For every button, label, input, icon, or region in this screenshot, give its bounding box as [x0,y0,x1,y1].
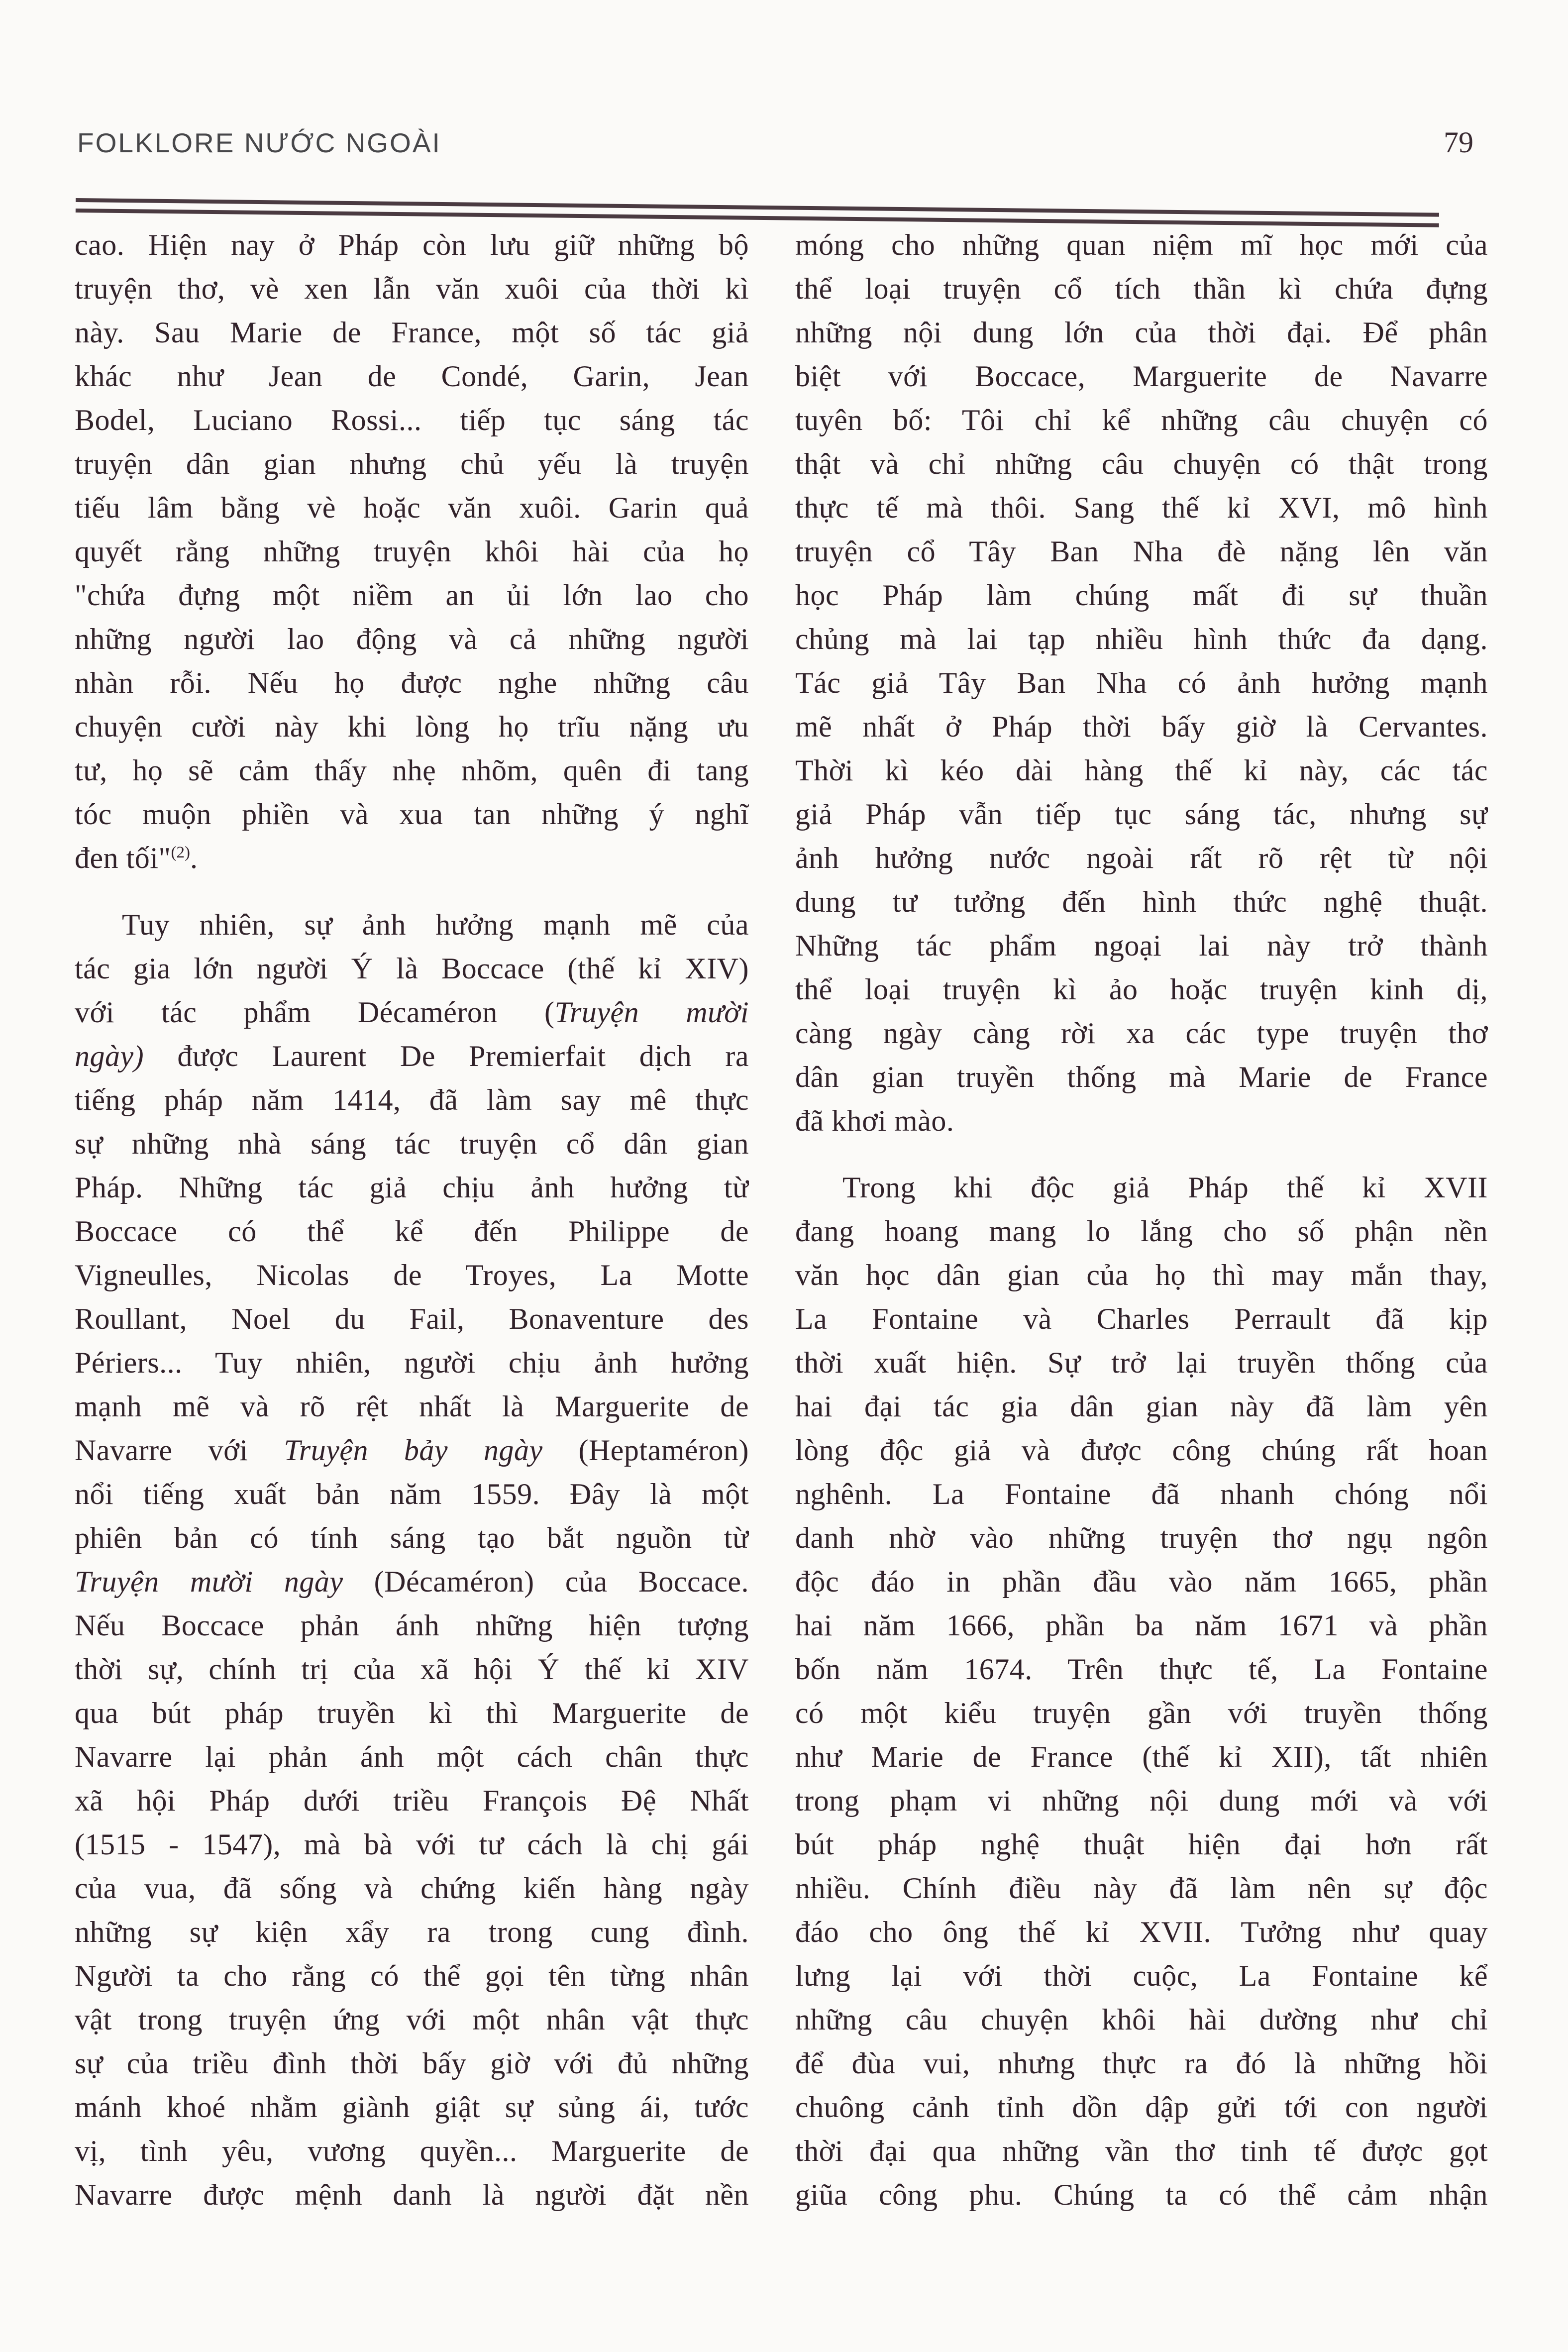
text-line: này. Sau Marie de France, một số tác giả [75,316,749,349]
text-line: hai đại tác gia dân gian này đã làm yên [795,1390,1488,1423]
page-number: 79 [1444,126,1473,159]
text-line: Navarre với Truyện bảy ngày (Heptaméron) [75,1434,749,1467]
text-line: thời sự, chính trị của xã hội Ý thế kỉ XIV [75,1653,749,1686]
text-line: khác như Jean de Condé, Garin, Jean [75,360,749,393]
text-line: biệt với Boccace, Marguerite de Navarre [795,360,1488,393]
text-line: Vigneulles, Nicolas de Troyes, La Motte [75,1259,749,1291]
text-line: mánh khoé nhằm giành giật sự sủng ái, tước [75,2091,749,2124]
text-line: có một kiểu truyện gần với truyền thống [795,1697,1488,1729]
text-line: để đùa vui, nhưng thực ra đó là những hồi [795,2047,1488,2080]
text-line: giả Pháp vẫn tiếp tục sáng tác, nhưng sự [795,798,1488,831]
text-line: thể loại truyện cổ tích thần kì chứa đựng [795,272,1488,305]
text-line: chuông cảnh tỉnh dồn dập gửi tới con người [795,2091,1488,2124]
text-line: những nội dung lớn của thời đại. Để phân [795,316,1488,349]
text-line: nhiều. Chính điều này đã làm nên sự độc [795,1872,1488,1905]
text-line: tóc muộn phiền và xua tan những ý nghĩ [75,798,749,831]
column-left [75,223,749,2217]
text-line: lưng lại với thời cuộc, La Fontaine kể [795,1959,1488,1992]
text-line: bút pháp nghệ thuật hiện đại hơn rất [795,1828,1488,1861]
text-line: truyện thơ, vè xen lẫn văn xuôi của thời kì [75,272,749,305]
text-line: đen tối"$^{(2)}$. [75,842,198,874]
text-line: Trong khi độc giả Pháp thế kỉ XVII [842,1171,1488,1204]
text-line: bốn năm 1674. Trên thực tế, La Fontaine [795,1653,1488,1686]
text-line: vật trong truyện ứng với một nhân vật thực [75,2003,749,2036]
text-line: đã khơi mào. [795,1104,954,1137]
text-line: như Marie de France (thế kỉ XII), tất nhiên [795,1740,1488,1773]
text-line: với tác phẩm Décaméron (Truyện mười [75,996,749,1029]
text-line: đáo cho ông thế kỉ XVII. Tưởng như quay [795,1916,1488,1948]
page-header [77,125,1473,160]
text-line: chủng mà lai tạp nhiều hình thức đa dạng. [795,623,1488,655]
text-line: Người ta cho rằng có thể gọi tên từng nhân [75,1959,749,1992]
text-line: Bodel, Luciano Rossi... tiếp tục sáng tác [75,404,749,436]
text-line: Périers... Tuy nhiên, người chịu ảnh hưởng [75,1346,749,1379]
text-line: chuyện cười này khi lòng họ trĩu nặng ưu [75,710,749,743]
text-line: nghênh. La Fontaine đã nhanh chóng nổi [795,1478,1488,1510]
text-line: văn học dân gian của họ thì may mắn thay, [795,1259,1488,1291]
text-line: (1515 - 1547), mà bà với tư cách là chị gái [75,1828,749,1861]
text-line: sự những nhà sáng tác truyện cổ dân gian [75,1127,749,1160]
text-line: Những tác phẩm ngoại lai này trở thành [795,929,1488,962]
text-line: học Pháp làm chúng mất đi sự thuần [795,579,1488,612]
text-line: Tác giả Tây Ban Nha có ảnh hưởng mạnh [795,666,1488,699]
text-line: danh nhờ vào những truyện thơ ngụ ngôn [795,1521,1488,1554]
text-line: sự của triều đình thời bấy giờ với đủ những [75,2047,749,2080]
text-line: ảnh hưởng nước ngoài rất rõ rệt từ nội [795,842,1488,874]
text-line: phiên bản có tính sáng tạo bắt nguồn từ [75,1521,749,1554]
text-line: Tuy nhiên, sự ảnh hưởng mạnh mẽ của [122,908,749,941]
text-line: giũa công phu. Chúng ta có thể cảm nhận [795,2178,1488,2211]
text-line: Pháp. Những tác giả chịu ảnh hưởng từ [75,1171,749,1204]
text-line: độc đáo in phần đầu vào năm 1665, phần [795,1565,1488,1598]
text-line: La Fontaine và Charles Perrault đã kịp [795,1302,1488,1335]
text-line: cao. Hiện nay ở Pháp còn lưu giữ những bộ [75,228,749,261]
text-line: mẽ nhất ở Pháp thời bấy giờ là Cervantes. [795,710,1488,743]
text-line: thể loại truyện kì ảo hoặc truyện kinh dị, [795,973,1488,1006]
text-line: mạnh mẽ và rõ rệt nhất là Marguerite de [75,1390,749,1423]
text-line: tiếu lâm bằng vè hoặc văn xuôi. Garin quả [75,491,749,524]
text-line: tư, họ sẽ cảm thấy nhẹ nhõm, quên đi tang [75,754,749,787]
text-line: Thời kì kéo dài hàng thế kỉ này, các tác [795,754,1488,787]
text-line: lòng độc giả và được công chúng rất hoan [795,1434,1488,1467]
text-line: thật và chỉ những câu chuyện có thật trong [795,447,1488,480]
text-line: thời đại qua những vần thơ tinh tế được gọt [795,2135,1488,2167]
text-line: đang hoang mang lo lắng cho số phận nền [795,1215,1488,1248]
text-line: Roullant, Noel du Fail, Bonaventure des [75,1302,749,1335]
text-line: dung tư tưởng đến hình thức nghệ thuật. [795,885,1488,918]
text-line: nổi tiếng xuất bản năm 1559. Đây là một [75,1478,749,1510]
text-line: xã hội Pháp dưới triều François Đệ Nhất [75,1784,749,1817]
text-line: Boccace có thể kể đến Philippe de [75,1215,749,1248]
text-line: tác gia lớn người Ý là Boccace (thế kỉ XIV) [75,952,749,985]
text-line: Navarre được mệnh danh là người đặt nền [75,2178,749,2211]
text-line: hai năm 1666, phần ba năm 1671 và phần [795,1609,1488,1642]
text-line: tiếng pháp năm 1414, đã làm say mê thực [75,1083,749,1116]
text-line: qua bút pháp truyền kì thì Marguerite de [75,1697,749,1729]
page-title: FOLKLORE NƯỚC NGOÀI [77,127,441,158]
text-line: dân gian truyền thống mà Marie de France [795,1061,1488,1093]
text-line: càng ngày càng rời xa các type truyện thơ [795,1017,1488,1050]
text-line: những câu chuyện khôi hài dường như chỉ [795,2003,1488,2036]
text-line: nhàn rỗi. Nếu họ được nghe những câu [75,666,749,699]
text-line: quyết rằng những truyện khôi hài của họ [75,535,749,568]
text-line: thời xuất hiện. Sự trở lại truyền thống của [795,1346,1488,1379]
text-line: "chứa đựng một niềm an ủi lớn lao cho [75,579,749,612]
text-line: những người lao động và cả những người [75,623,749,655]
text-line: Navarre lại phản ánh một cách chân thực [75,1740,749,1773]
column-right [795,223,1488,2217]
text-line: thực tế mà thôi. Sang thế kỉ XVI, mô hình [795,491,1488,524]
text-line: truyện cổ Tây Ban Nha đè nặng lên văn [795,535,1488,568]
text-line: của vua, đã sống và chứng kiến hàng ngày [75,1872,749,1905]
text-line: ngày) được Laurent De Premierfait dịch ra [75,1040,749,1072]
text-line: Nếu Boccace phản ánh những hiện tượng [75,1609,749,1642]
text-line: trong phạm vi những nội dung mới và với [795,1784,1488,1817]
text-line: những sự kiện xẩy ra trong cung đình. [75,1916,749,1948]
text-line: Truyện mười ngày (Décaméron) của Boccace. [75,1565,749,1598]
text-line: móng cho những quan niệm mĩ học mới của [795,228,1488,261]
text-line: tuyên bố: Tôi chỉ kể những câu chuyện có [795,404,1488,436]
text-line: vị, tình yêu, vương quyền... Marguerite de [75,2135,749,2167]
text-line: truyện dân gian nhưng chủ yếu là truyện [75,447,749,480]
footnote-marker: (2) [171,844,190,861]
